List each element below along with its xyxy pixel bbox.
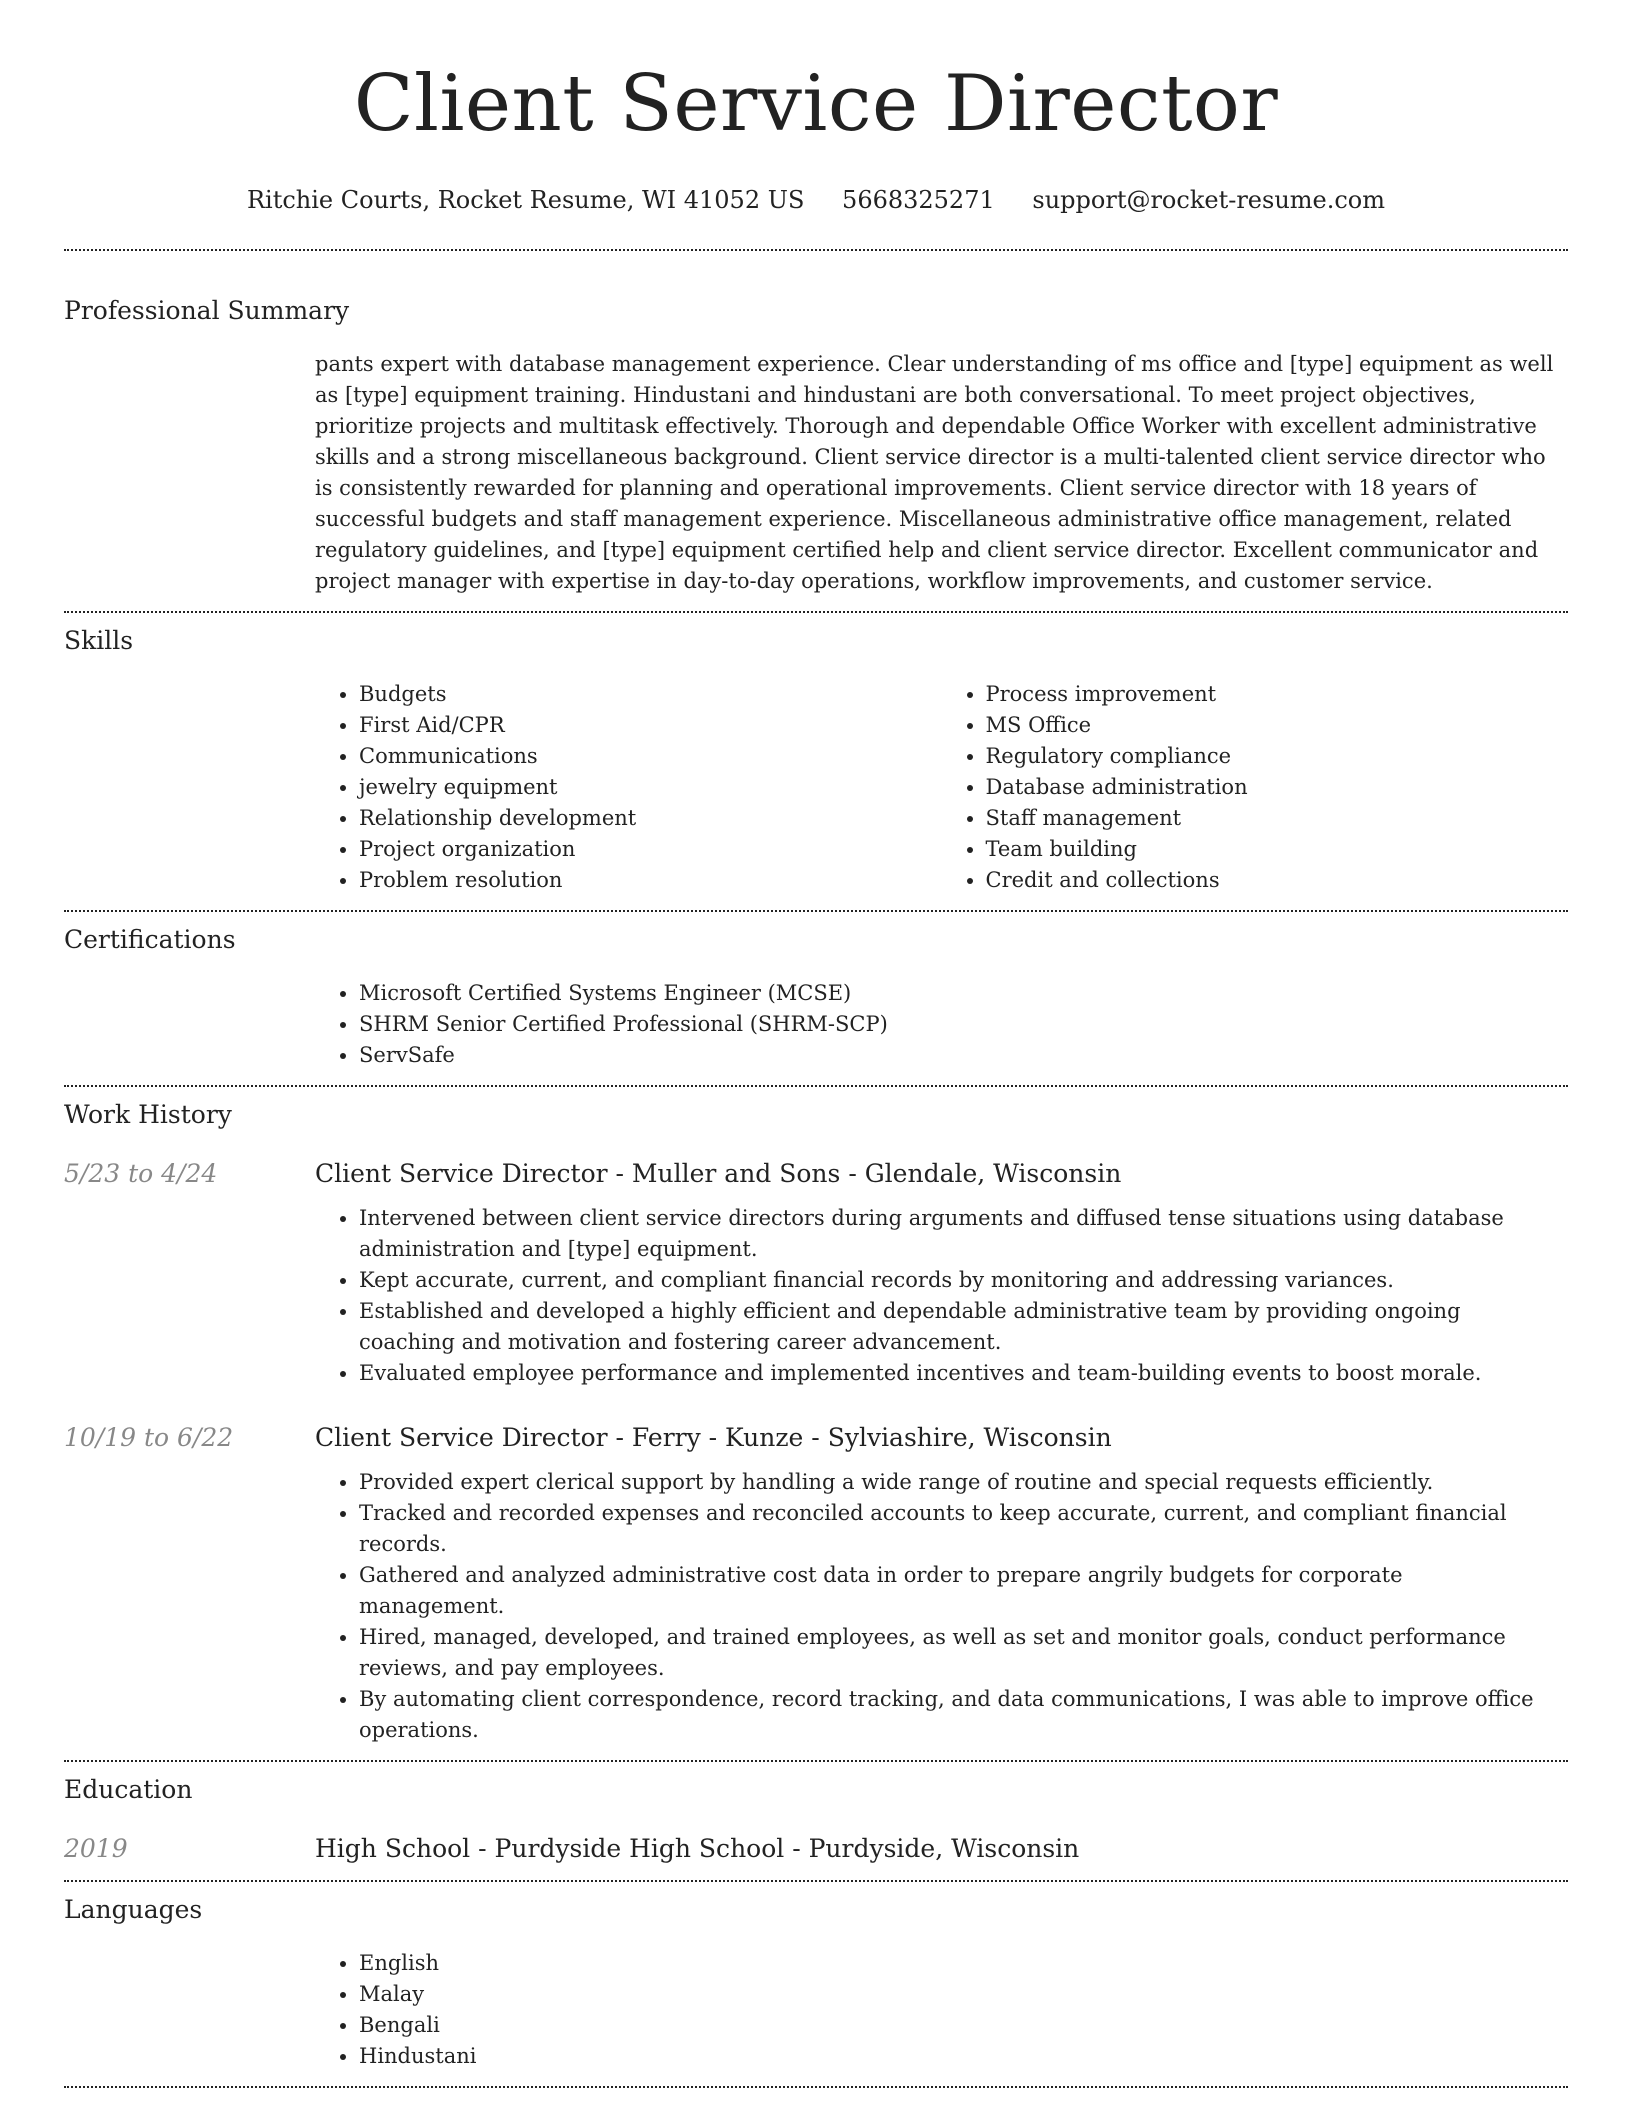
certification-item: • SHRM Senior Certified Professional (SHRM-SCP) [359,1009,1568,1040]
summary-heading: Professional Summary [64,296,350,325]
education-heading: Education [64,1775,193,1804]
job-title: Client Service Director - Muller and Sons - Glendale, Wisconsin [315,1159,1122,1188]
skill-item: • Team building [986,834,1569,865]
skills-column-right [942,679,1569,896]
job-bullets [315,1203,1554,1389]
contact-phone: 5668325271 [842,186,995,214]
skill-item: • MS Office [986,710,1569,741]
skill-item: • Relationship development [359,803,942,834]
skill-item: • Project organization [359,834,942,865]
job-title: Client Service Director - Ferry - Kunze - Sylviashire, Wisconsin [315,1423,1112,1452]
job-entry [64,1157,1568,1389]
section-divider [64,2086,1568,2088]
job-bullet: • Evaluated employee performance and implemented incentives and team-building events to boost morale. [359,1358,1554,1389]
skill-item: • Staff management [986,803,1569,834]
job-bullet: • Tracked and recorded expenses and reconciled accounts to keep accurate, current, and compliant financial records. [359,1498,1554,1560]
certifications-bullets [315,978,1568,1071]
job-body [315,1421,1568,1746]
education-title: High School - Purdyside High School - Purdyside, Wisconsin [315,1834,1080,1863]
job-bullet: • Provided expert clerical support by handling a wide range of routine and special requests efficiently. [359,1467,1554,1498]
contact-line [64,184,1568,216]
job-date: 10/19 to 6/22 [64,1423,234,1452]
education-entry [64,1832,1568,1880]
education-date: 2019 [64,1834,128,1863]
job-bullet: • Gathered and analyzed administrative cost data in order to prepare angrily budgets for corporate management. [359,1560,1554,1622]
certification-item: • Microsoft Certified Systems Engineer (MCSE) [359,978,1568,1009]
skill-item: • Budgets [359,679,942,710]
skill-item: • Problem resolution [359,865,942,896]
language-item: • Hindustani [359,2041,1568,2072]
certifications-list [315,978,1568,1085]
skills-list [315,679,1568,910]
contact-address: Ritchie Courts, Rocket Resume, WI 41052 US [246,186,805,214]
work-history-heading: Work History [64,1100,232,1129]
skill-item: • Communications [359,741,942,772]
job-body [315,1157,1568,1389]
languages-list [315,1948,1568,2086]
certification-item: • ServSafe [359,1040,1568,1071]
work-history-list [64,1157,1568,1760]
summary-text: pants expert with database management experience. Clear understanding of ms office and [type] equipment as well as [type] equipment training. Hindustani and hindustani are both conversational. To meet project objectives, prioritize projects and multitask effectively. Thorough and dependable Office Worker with excellent administrative skills and a strong miscellaneous background. Client service director is a multi-talented client service director who is consistently rewarded for planning and operational improvements. Client service director with 18 years of successful budgets and staff management experience. Miscellaneous administrative office management, related regulatory guidelines, and [type] equipment certified help and client service director. Excellent communicator and project manager with expertise in day-to-day operations, workflow improvements, and customer service. [315,352,1554,593]
certifications-heading: Certifications [64,925,236,954]
section-divider [64,1085,1568,1087]
language-item: • Bengali [359,2010,1568,2041]
language-item: • English [359,1948,1568,1979]
skills-column-left [315,679,942,896]
languages-heading: Languages [64,1895,203,1924]
skill-item: • First Aid/CPR [359,710,942,741]
skills-heading: Skills [64,626,134,655]
job-bullet: • Established and developed a highly efficient and dependable administrative team by providing ongoing coaching and motivation and fostering career advancement. [359,1296,1554,1358]
job-bullet: • Intervened between client service directors during arguments and diffused tense situations using database administration and [type] equipment. [359,1203,1554,1265]
job-entry [64,1421,1568,1746]
education-body [315,1832,1568,1866]
job-date: 5/23 to 4/24 [64,1159,218,1188]
skill-item: • Credit and collections [986,865,1569,896]
skill-item: • Regulatory compliance [986,741,1569,772]
section-divider [64,1760,1568,1762]
section-divider [64,1880,1568,1882]
skill-item: • Database administration [986,772,1569,803]
job-bullets [315,1467,1554,1746]
skill-item: • jewelry equipment [359,772,942,803]
section-divider [64,611,1568,613]
section-divider [64,249,1568,251]
section-divider [64,910,1568,912]
language-item: • Malay [359,1979,1568,2010]
resume-name: Client Service Director [353,59,1279,149]
contact-email: support@rocket-resume.com [1032,186,1386,214]
skill-item: • Process improvement [986,679,1569,710]
job-bullet: • By automating client correspondence, record tracking, and data communications, I was able to improve office operations. [359,1684,1554,1746]
job-bullet: • Hired, managed, developed, and trained employees, as well as set and monitor goals, conduct performance reviews, and pay employees. [359,1622,1554,1684]
languages-bullets [315,1948,1568,2072]
job-bullet: • Kept accurate, current, and compliant financial records by monitoring and addressing variances. [359,1265,1554,1296]
